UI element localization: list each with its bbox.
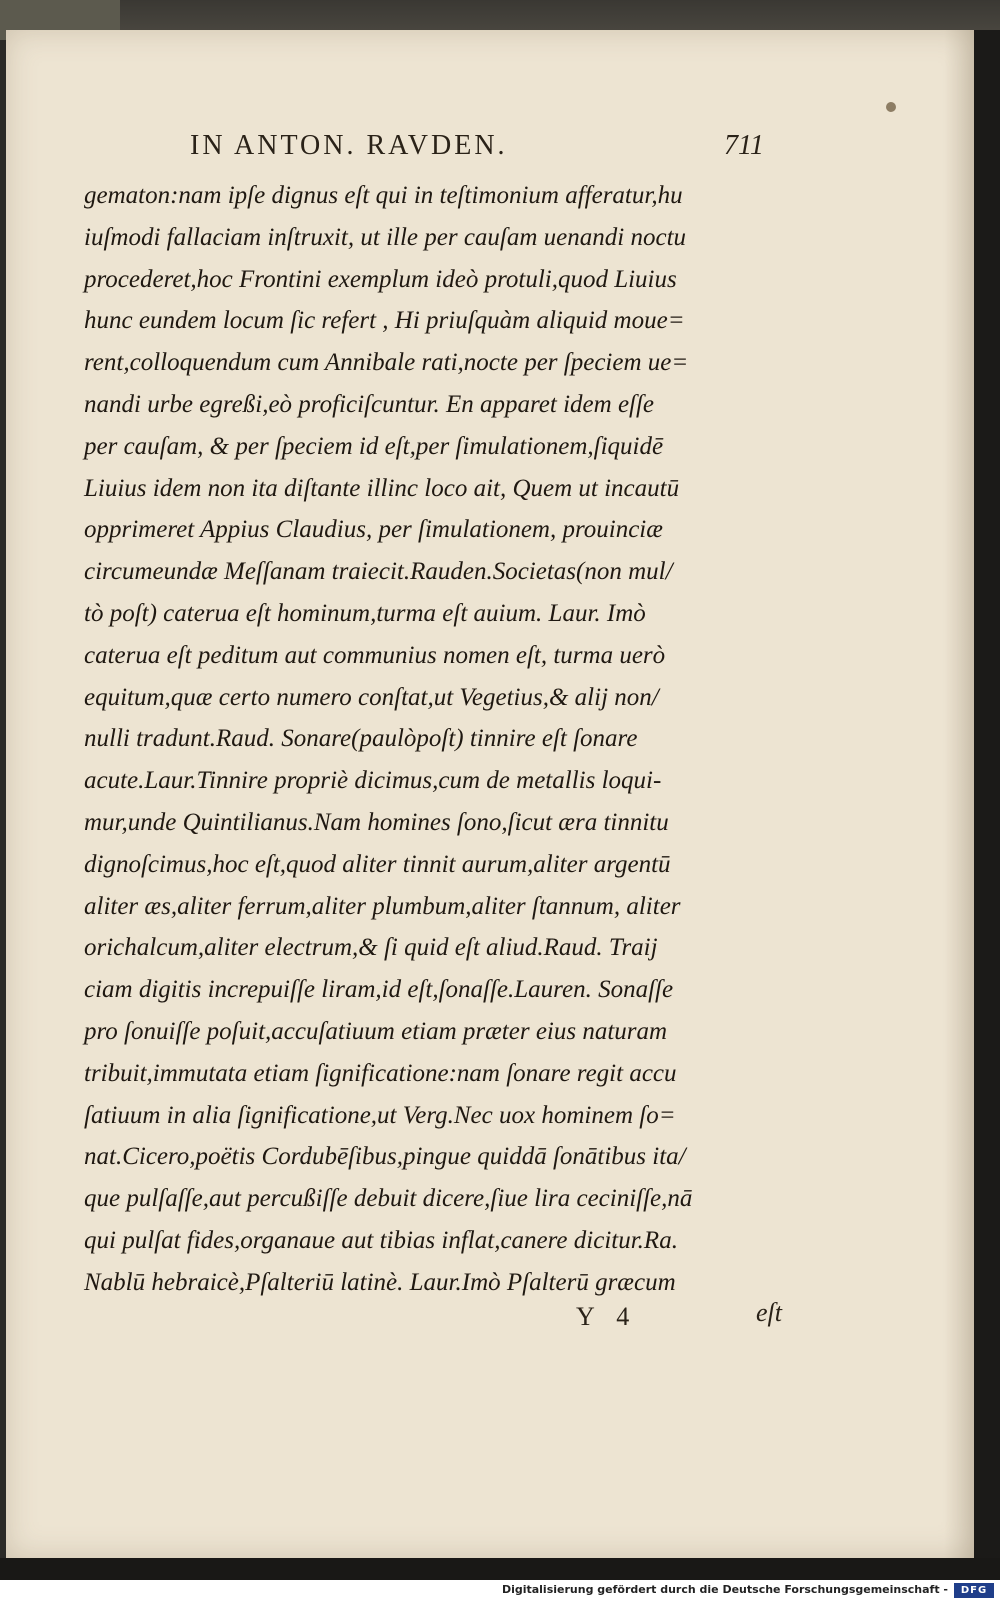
running-head: IN ANTON. RAVDEN. bbox=[190, 130, 508, 161]
page-number: 711 bbox=[724, 130, 764, 161]
text-line: per cauſam, & per ſpeciem id eſt,per ſimulationem,ſiquidē bbox=[84, 432, 664, 460]
text-line: nulli tradunt.Raud. Sonare(paulòpoſt) tinnire eſt ſonare bbox=[84, 725, 638, 753]
text-line: gematon:nam ipſe dignus eſt qui in teſtimonium afferatur,hu bbox=[84, 182, 683, 209]
text-line: ſatiuum in alia ſignificatione,ut Verg.Nec uox hominem ſo= bbox=[84, 1101, 676, 1129]
text-line: pro ſonuiſſe poſuit,accuſatiuum etiam præter eius naturam bbox=[84, 1017, 668, 1045]
text-line: tò poſt) caterua eſt hominum,turma eſt auium. Laur. Imò bbox=[84, 599, 646, 627]
text-line: nat.Cicero,poëtis Cordubēſibus,pingue quiddā ſonātibus ita/ bbox=[84, 1143, 686, 1171]
text-line: hunc eundem locum ſic refert , Hi priuſquàm aliquid moue= bbox=[84, 307, 685, 335]
text-line: orichalcum,aliter electrum,& ſi quid eſt aliud.Raud. Traij bbox=[84, 934, 658, 962]
text-line: ciam digitis increpuiſſe liram,id eſt,ſonaſſe.Lauren. Sonaſſe bbox=[84, 976, 674, 1004]
text-line: caterua eſt peditum aut communius nomen eſt, turma uerò bbox=[84, 641, 666, 669]
paper-stain bbox=[886, 102, 896, 112]
text-line: que pulſaſſe,aut percußiſſe debuit dicere,ſiue lira ceciniſſe,nā bbox=[84, 1185, 693, 1213]
text-line: mur,unde Quintilianus.Nam homines ſono,ſicut æra tinnitu bbox=[84, 808, 669, 836]
text-line: qui pulſat fides,organaue aut tibias inflat,canere dicitur.Ra. bbox=[84, 1226, 678, 1254]
dfg-logo: DFG bbox=[954, 1583, 994, 1598]
funding-credit: Digitalisierung gefördert durch die Deutsche Forschungsgemeinschaft - bbox=[501, 1583, 948, 1596]
scan-background-bottom bbox=[0, 1558, 1000, 1580]
text-line: Liuius idem non ita diſtante illinc loco ait, Quem ut incautū bbox=[84, 474, 680, 502]
scan-background-right bbox=[974, 30, 1000, 1558]
footer-bar bbox=[0, 1580, 1000, 1602]
body-text bbox=[84, 175, 794, 1304]
text-line: acute.Laur.Tinnire propriè dicimus,cum de metallis loqui- bbox=[84, 767, 662, 795]
scan-background-top bbox=[0, 0, 1000, 34]
text-line: circumeundæ Meſſanam traiecit.Rauden.Societas(non mul/ bbox=[84, 558, 673, 586]
signature-mark: Y 4 bbox=[576, 1302, 638, 1331]
text-line: Nablū hebraicè,Pſalteriū latinè. Laur.Imò Pſalterū græcum bbox=[84, 1268, 676, 1296]
text-line: iuſmodi fallaciam inſtruxit, ut ille per cauſam uenandi noctu bbox=[84, 223, 687, 251]
text-line: opprimeret Appius Claudius, per ſimulationem, prouinciæ bbox=[84, 516, 663, 544]
text-line: procederet,hoc Frontini exemplum ideò protuli,quod Liuius bbox=[84, 265, 677, 293]
text-line: tribuit,immutata etiam ſignificatione:nam ſonare regit accu bbox=[84, 1059, 677, 1087]
text-line: rent,colloquendum cum Annibale rati,nocte per ſpeciem ue= bbox=[84, 349, 689, 377]
text-line: dignoſcimus,hoc eſt,quod aliter tinnit aurum,aliter argentū bbox=[84, 850, 671, 878]
text-line: nandi urbe egreßi,eò proficiſcuntur. En apparet idem eſſe bbox=[84, 390, 655, 418]
text-line: equitum,quæ certo numero conſtat,ut Vegetius,& alij non/ bbox=[84, 683, 659, 711]
text-line: aliter æs,aliter ferrum,aliter plumbum,aliter ſtannum, aliter bbox=[84, 892, 681, 920]
catchword: eſt bbox=[756, 1298, 782, 1327]
book-page bbox=[6, 30, 974, 1558]
